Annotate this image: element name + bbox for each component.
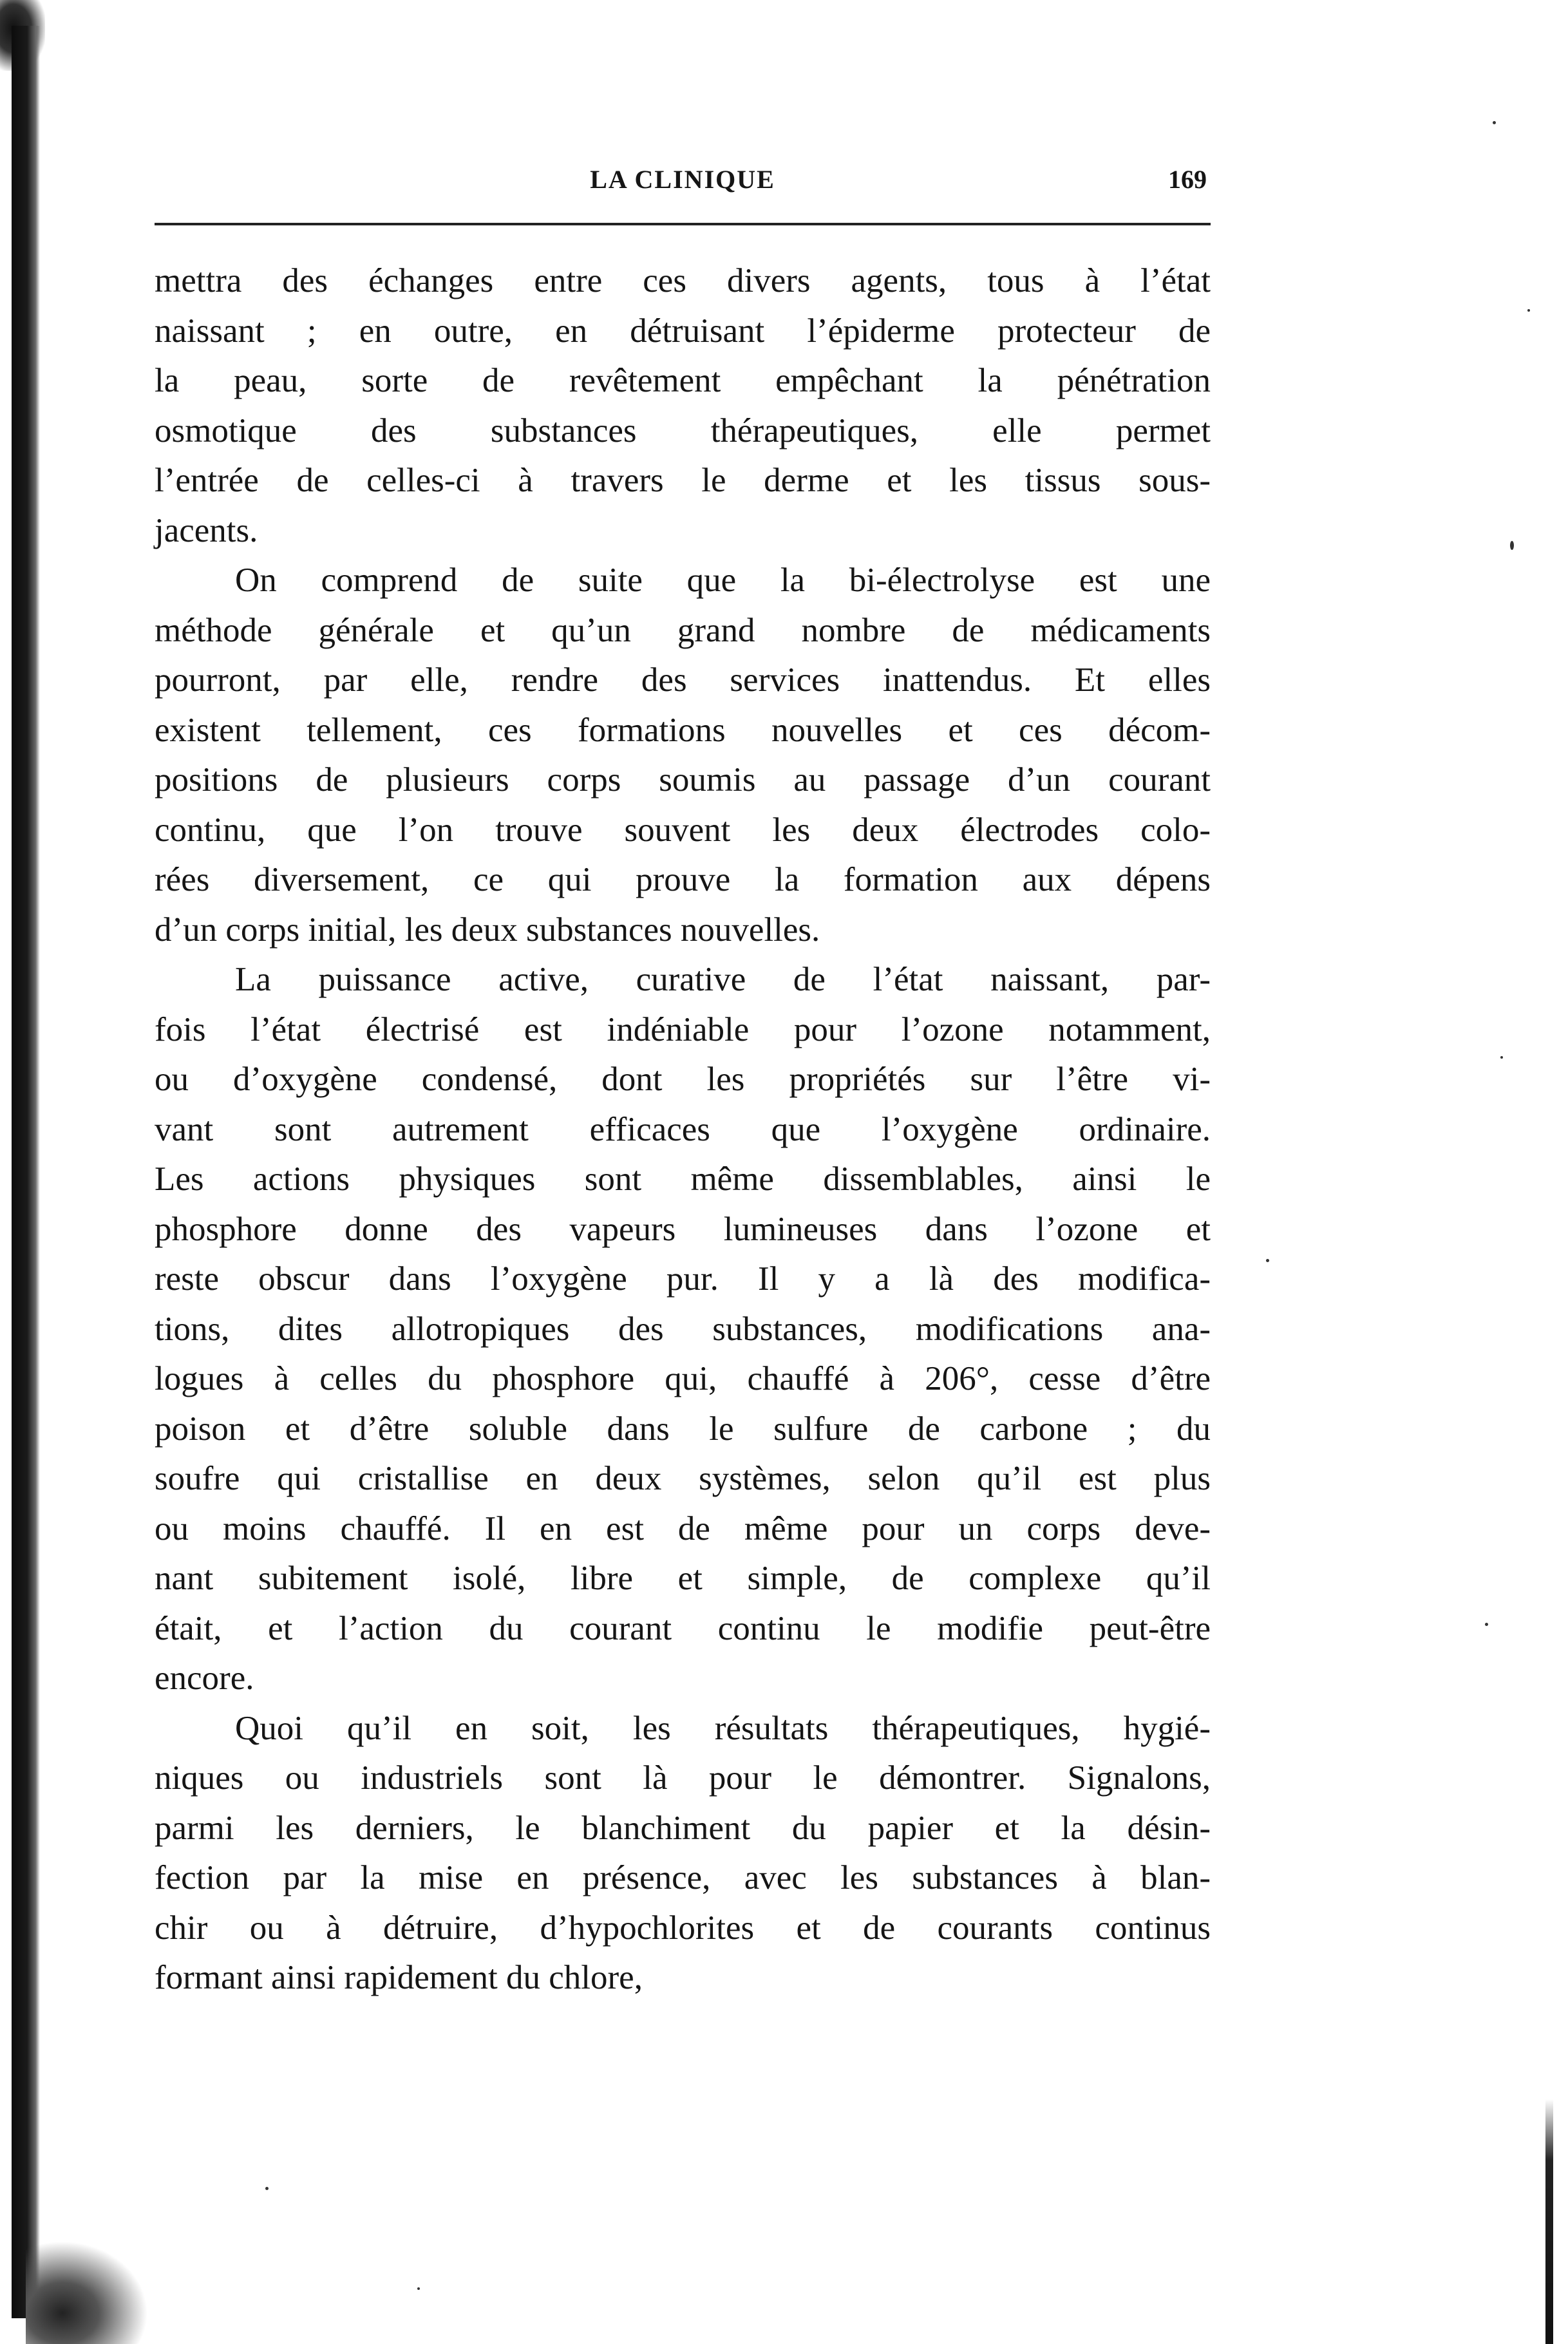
paper-speck (265, 2187, 269, 2190)
text-line: existent tellement, ces formations nouvelles et ces décom- (155, 711, 1211, 749)
header-rule (155, 223, 1211, 225)
text-line: rées diversement, ce qui prouve la formation aux dépens (155, 861, 1211, 898)
text-line: osmotique des substances thérapeutiques, elle permet (155, 411, 1211, 449)
text-line: reste obscur dans l’oxygène pur. Il y a là des modifica- (155, 1260, 1211, 1298)
page-number: 169 (1168, 165, 1207, 194)
paragraph (155, 556, 1211, 955)
paper-speck (1500, 1056, 1503, 1059)
text-line: parmi les derniers, le blanchiment du papier et la désin- (155, 1809, 1211, 1847)
text-line: jacents. (155, 511, 258, 549)
text-line: phosphore donne des vapeurs lumineuses dans l’ozone et (155, 1210, 1211, 1248)
page-edge-shadow (1545, 2099, 1553, 2344)
text-line: On comprend de suite que la bi-électrolyse est une (235, 562, 1211, 599)
binding-shadow-bottom (26, 2241, 148, 2344)
text-line: Quoi qu’il en soit, les résultats thérapeutiques, hygié- (235, 1709, 1211, 1747)
body-text (155, 256, 1211, 2003)
text-line: vant sont autrement efficaces que l’oxygène ordinaire. (155, 1110, 1211, 1148)
text-line: ou d’oxygène condensé, dont les propriétés sur l’être vi- (155, 1061, 1211, 1098)
text-line: niques ou industriels sont là pour le démontrer. Signalons, (155, 1759, 1211, 1797)
paper-speck (1493, 121, 1496, 124)
text-line: fois l’état électrisé est indéniable pour l’ozone notamment, (155, 1010, 1211, 1048)
text-line: formant ainsi rapidement du chlore, (155, 1959, 643, 1996)
text-line: logues à celles du phosphore qui, chauffé à 206°, cesse d’être (155, 1360, 1211, 1397)
paper-speck (1527, 309, 1530, 312)
text-line: Les actions physiques sont même dissemblables, ainsi le (155, 1160, 1211, 1198)
text-line: positions de plusieurs corps soumis au passage d’un courant (155, 761, 1211, 799)
text-line: chir ou à détruire, d’hypochlorites et de courants continus (155, 1909, 1211, 1947)
paragraph (155, 256, 1211, 556)
paper-speck (1510, 541, 1514, 550)
paper-speck (417, 2287, 420, 2290)
text-line: mettra des échanges entre ces divers agents, tous à l’état (155, 262, 1211, 299)
text-line: d’un corps initial, les deux substances nouvelles. (155, 911, 820, 949)
text-line: encore. (155, 1659, 254, 1697)
text-line: fection par la mise en présence, avec les substances à blan- (155, 1859, 1211, 1896)
paragraph (155, 955, 1211, 1704)
text-line: l’entrée de celles-ci à travers le derme et les tissus sous- (155, 462, 1211, 499)
running-title: LA CLINIQUE (590, 165, 775, 194)
paragraph (155, 1704, 1211, 2003)
text-line: soufre qui cristallise en deux systèmes, selon qu’il est plus (155, 1460, 1211, 1497)
text-line: tions, dites allotropiques des substances, modifications ana- (155, 1310, 1211, 1348)
text-line: continu, que l’on trouve souvent les deux électrodes colo- (155, 811, 1211, 849)
text-line: poison et d’être soluble dans le sulfure de carbone ; du (155, 1410, 1211, 1448)
binding-shadow (12, 26, 40, 2318)
text-line: pourront, par elle, rendre des services inattendus. Et elles (155, 661, 1211, 699)
paper-speck (1485, 1623, 1488, 1626)
text-line: nant subitement isolé, libre et simple, de complexe qu’il (155, 1560, 1211, 1597)
text-line: était, et l’action du courant continu le modifie peut-être (155, 1609, 1211, 1647)
page-header (155, 164, 1211, 203)
text-line: ou moins chauffé. Il en est de même pour un corps deve- (155, 1509, 1211, 1547)
paper-speck (1266, 1259, 1269, 1262)
text-line: La puissance active, curative de l’état naissant, par- (235, 961, 1211, 998)
text-line: naissant ; en outre, en détruisant l’épiderme protecteur de (155, 312, 1211, 350)
text-line: la peau, sorte de revêtement empêchant la pénétration (155, 362, 1211, 399)
text-line: méthode générale et qu’un grand nombre de médicaments (155, 611, 1211, 649)
